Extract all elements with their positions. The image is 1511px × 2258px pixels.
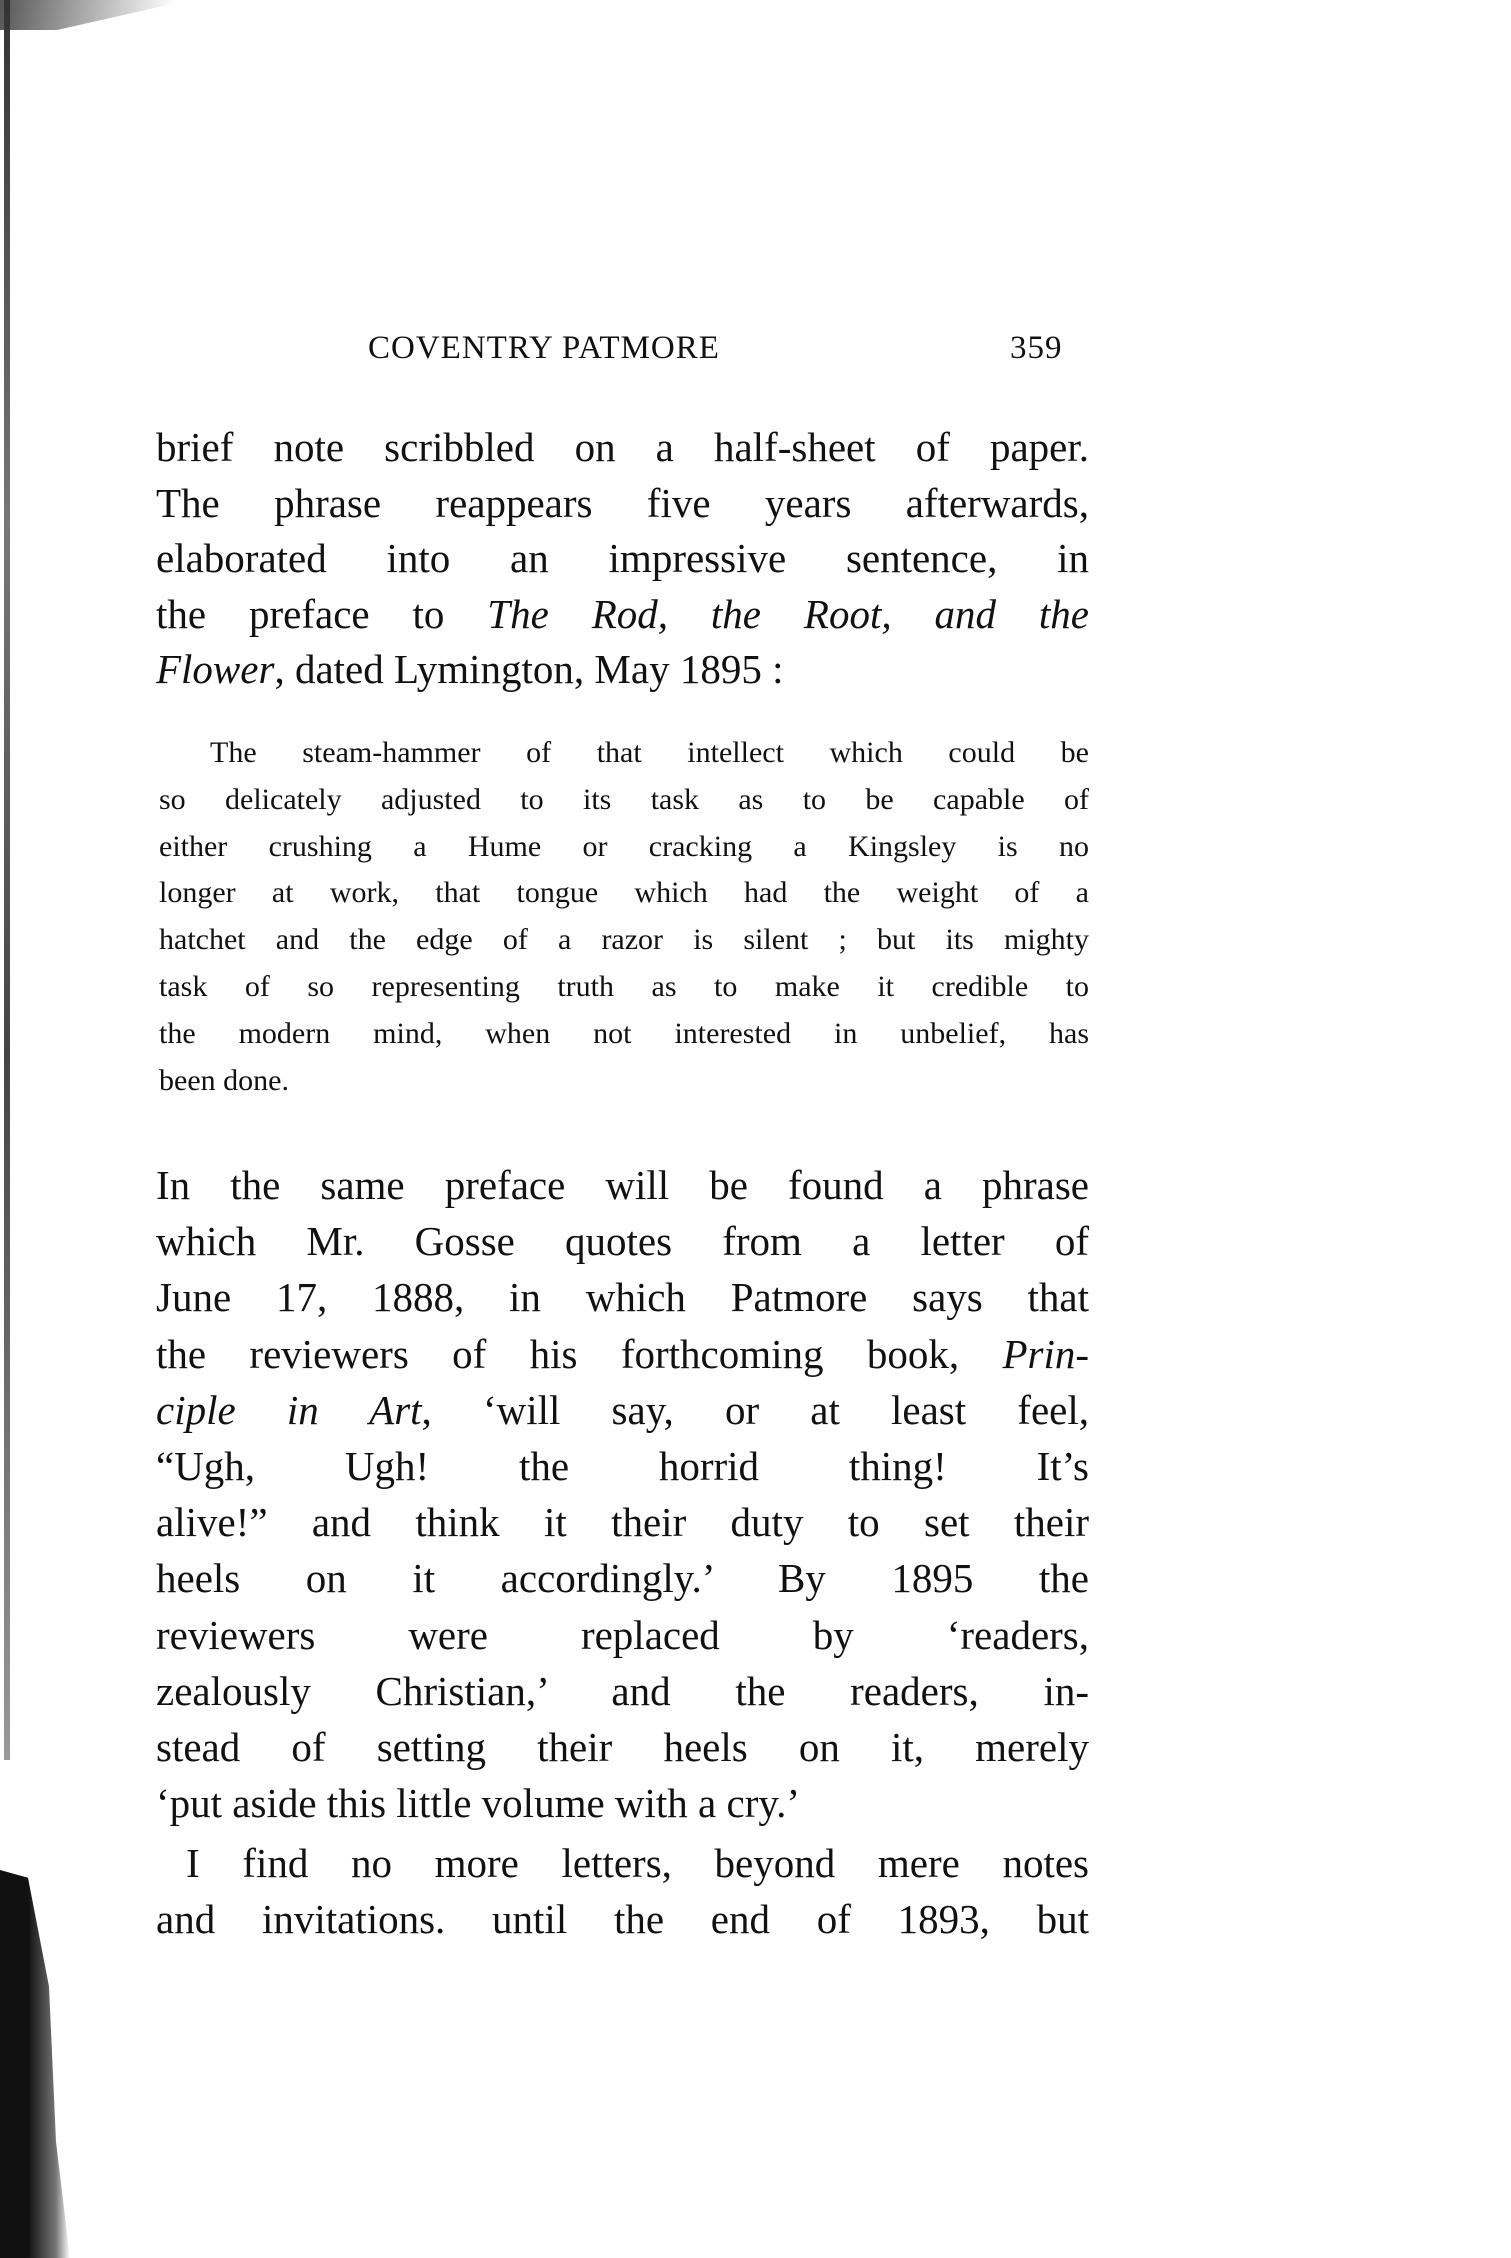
paragraph-line (156, 1438, 1089, 1494)
text-segment: June 17, 1888, in which Patmore says that (156, 1274, 1089, 1321)
paragraph-line (156, 1891, 1089, 1947)
text-segment: The phrase reappears five years afterwards, (156, 479, 1089, 526)
paragraph-line (156, 1663, 1089, 1719)
text-segment: ‘put aside this little volume with a cry.’ (156, 1780, 801, 1827)
text-segment: I find no more letters, beyond mere notes (186, 1840, 1089, 1886)
paragraph-line (156, 586, 1089, 642)
paragraph-line (156, 1607, 1089, 1663)
italic-text: Prin- (1002, 1330, 1089, 1377)
quotation-line (159, 917, 1089, 963)
scan-shadow-corner (0, 0, 190, 30)
italic-text: Flower (156, 646, 275, 692)
paragraph-line (156, 641, 1089, 697)
paragraph-line (156, 419, 1089, 475)
text-segment: heels on it accordingly.’ By 1895 the (156, 1555, 1089, 1602)
paragraph-line (156, 475, 1089, 531)
text-segment: elaborated into an impressive sentence, in (156, 535, 1089, 581)
text-segment: so delicately adjusted to its task as to be capable of (159, 782, 1089, 816)
running-title: COVENTRY PATMORE (368, 330, 720, 366)
text-segment: which Mr. Gosse quotes from a letter of (156, 1218, 1089, 1265)
paragraph-line (156, 1835, 1089, 1891)
quotation-line (159, 730, 1089, 776)
text-segment: reviewers were replaced by ‘readers, (156, 1611, 1089, 1658)
italic-text: The Rod, the Root, and the (487, 590, 1089, 637)
text-segment: alive!” and think it their duty to set their (156, 1499, 1089, 1546)
quotation-line (159, 1058, 1089, 1104)
text-segment: “Ugh, Ugh! the horrid thing! It’s (156, 1443, 1089, 1489)
paragraph-line (156, 1719, 1089, 1775)
text-segment: task of so representing truth as to make it credible to (159, 970, 1089, 1003)
paragraph-line (156, 1775, 1089, 1831)
paragraph-line (156, 1494, 1089, 1550)
page-number: 359 (1010, 330, 1063, 366)
quotation-line (159, 870, 1089, 916)
text-segment: and invitations. until the end of 1893, but (156, 1896, 1089, 1942)
paragraph-line (156, 530, 1089, 586)
paragraph-line (156, 1326, 1089, 1382)
quotation-line (159, 1011, 1089, 1057)
text-segment: the reviewers of his forthcoming book, (156, 1330, 1003, 1377)
quotation-line (159, 777, 1089, 823)
text-segment: the preface to (156, 590, 488, 637)
text-segment: , dated Lymington, May 1895 : (274, 646, 784, 692)
text-segment: the modern mind, when not interested in unbelief, has (159, 1016, 1089, 1050)
paragraph-line (156, 1382, 1089, 1438)
scan-shadow-bottom (0, 1870, 70, 2258)
paragraph-line (156, 1269, 1089, 1325)
page-edge-shadow (4, 0, 10, 1760)
text-segment: either crushing a Hume or cracking a Kingsley is no (159, 829, 1089, 863)
text-segment: longer at work, that tongue which had the weight of a (159, 876, 1089, 910)
text-segment: stead of setting their heels on it, merely (156, 1724, 1089, 1770)
text-segment: been done. (159, 1063, 289, 1097)
text-segment: zealously Christian,’ and the readers, in- (156, 1667, 1089, 1714)
text-segment: The steam-hammer of that intellect which could be (210, 736, 1089, 769)
text-segment: , ‘will say, or at least feel, (421, 1386, 1089, 1433)
text-segment: brief note scribbled on a half-sheet of paper. (156, 424, 1089, 470)
text-segment: In the same preface will be found a phrase (156, 1162, 1089, 1208)
italic-text: ciple in Art (156, 1386, 422, 1433)
text-segment: hatchet and the edge of a razor is silent ; but its mighty (159, 923, 1089, 957)
paragraph-line (156, 1550, 1089, 1606)
paragraph-line (156, 1213, 1089, 1269)
paragraph-line (156, 1157, 1089, 1213)
quotation-line (159, 964, 1089, 1010)
quotation-line (159, 824, 1089, 870)
